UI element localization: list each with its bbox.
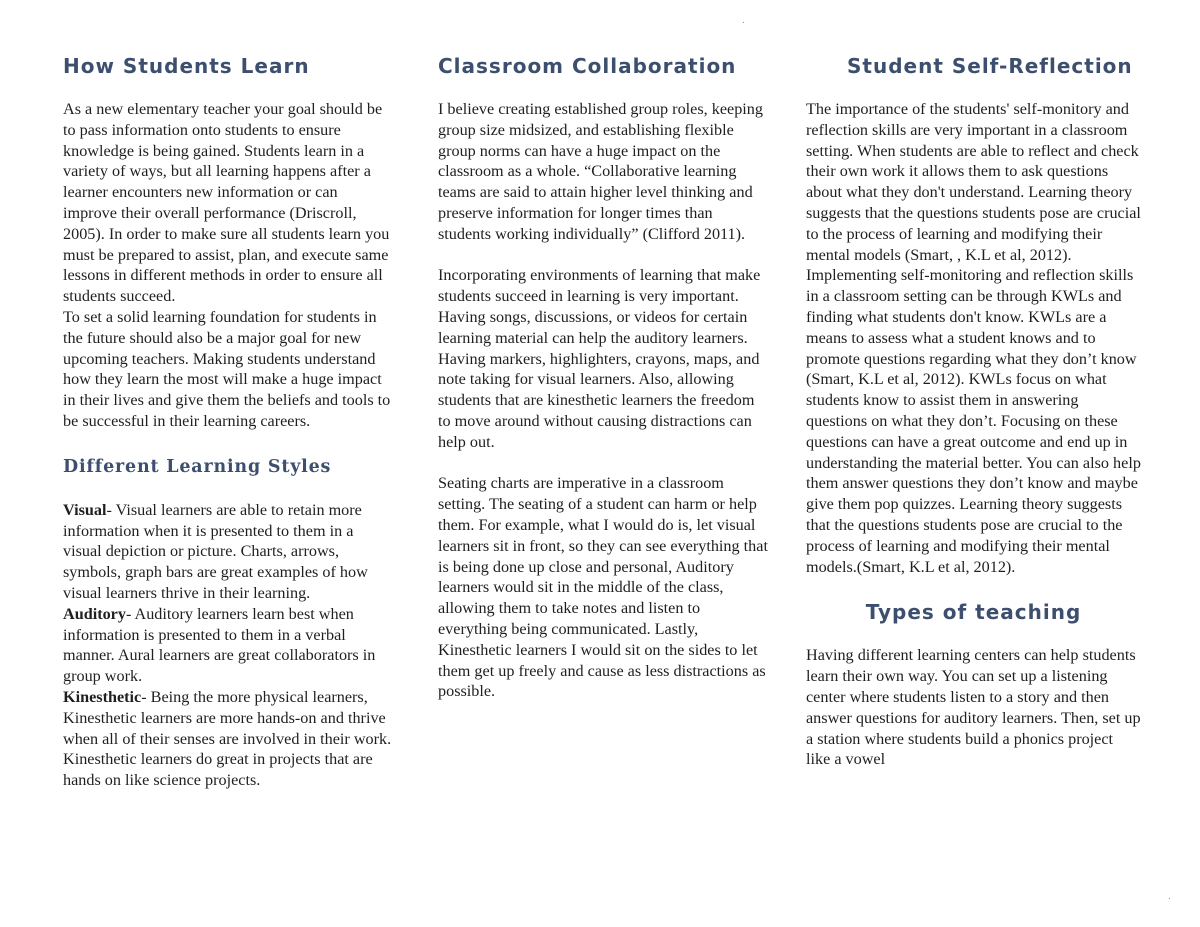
intro-paragraph-1: As a new elementary teacher your goal should be to pass information onto students to ensure knowledge is being gained. Students learn in a variety of ways, but all learning happens after a learner encounters new information or can improve their overall performance (Driscroll, 2005). In order to make sure all students learn you must be prepared to assist, plan, and execute same lessons in different methods in order to ensure all students succeed. (63, 100, 390, 306)
self-reflection-paragraph: The importance of the students' self-monitory and reflection skills are very important in a classroom setting. When students are able to reflect and check their own work it allows them to ask questions about what they don't understand. Learning theory suggests that the questions students pose are crucial to the process of learning and modifying their mental models (Smart, , K.L et al, 2012). Implementing self-monitoring and reflection skills in a classroom setting can be through KWLs and finding what students don't know. KWLs are a means to assess what a student knows and to promote questions regarding what they don’t know (Smart, K.L et al, 2012). KWLs focus on what students know to assist them in answering questions on what they don’t. Focusing on these questions can have a great outcome and end up in understanding the material better. You can also help them answer questions they don’t know and maybe give them pop quizzes. Learning theory suggests that the questions students pose are crucial to the process of learning and modifying their mental models.(Smart, K.L et al, 2012). (806, 100, 1141, 576)
heading-types-of-teaching: Types of teaching (865, 600, 1082, 625)
column-student-self-reflection (806, 54, 1141, 770)
kinesthetic-style-paragraph (63, 687, 393, 791)
kinesthetic-term: Kinesthetic (63, 687, 142, 706)
heading-student-self-reflection: Student Self-Reflection (847, 54, 1133, 78)
intro-paragraph-2: To set a solid learning foundation for students in the future should also be a major goal for new upcoming teachers. Making students understand how they learn the most will make a huge impact in their lives and give them the beliefs and tools to be successful in their learning careers. (63, 307, 391, 430)
auditory-style-paragraph (63, 604, 393, 687)
visual-style-paragraph (63, 500, 393, 604)
collaboration-paragraph-3: Seating charts are imperative in a classroom setting. The seating of a student can harm or help them. For example, what I would do is, let visual learners sit in front, so they can see everything that is being done up close and personal, Auditory learners would sit in the middle of the class, allowing them to take notes and listen to everything being communicated. Lastly, Kinesthetic learners I would sit on the sides to let them get up freely and cause as less distractions as possible. (438, 474, 768, 701)
collaboration-paragraph-1: I believe creating established group roles, keeping group size midsized, and establishing flexible group norms can have a huge impact on the classroom as a whole. “Collaborative learning teams are said to attain higher level thinking and preserve information for longer times than students working individually” (Clifford 2011). (438, 100, 763, 243)
heading-different-learning-styles: Different Learning Styles (63, 456, 332, 477)
auditory-description: - Auditory learners learn best when information is presented to them in a verbal manner. Aural learners are great collaborators in group work. (63, 604, 376, 686)
heading-how-students-learn: How Students Learn (63, 54, 310, 78)
kinesthetic-description: - Being the more physical learners, Kinesthetic learners are more hands-on and thrive when all of their senses are involved in their work. Kinesthetic learners do great in projects that are hands on like science projects. (63, 687, 392, 790)
visual-term: Visual (63, 500, 107, 519)
visual-description: - Visual learners are able to retain more information when it is presented to them in a visual depiction or picture. Charts, arrows, symbols, graph bars are great examples of how visual learners thrive in their learning. (63, 500, 368, 602)
heading-classroom-collaboration: Classroom Collaboration (438, 54, 737, 78)
types-of-teaching-paragraph: Having different learning centers can help students learn their own way. You can set up a listening center where students listen to a story and then answer questions for auditory learners. Then, set up a station where students build a phonics project like a vowel (806, 646, 1141, 769)
column-how-students-learn (63, 54, 393, 791)
collaboration-paragraph-2: Incorporating environments of learning that make students succeed in learning is very important. Having songs, discussions, or videos for certain learning material can help the auditory learners. Having markers, highlighters, crayons, maps, and note taking for visual learners. Also, allowing students that are kinesthetic learners the freedom to move around without causing distractions can help out. (438, 266, 761, 451)
stray-dot-mark: . (1168, 892, 1171, 902)
stray-dot-mark: . (742, 16, 745, 26)
column-classroom-collaboration (438, 54, 768, 702)
auditory-term: Auditory (63, 604, 126, 623)
